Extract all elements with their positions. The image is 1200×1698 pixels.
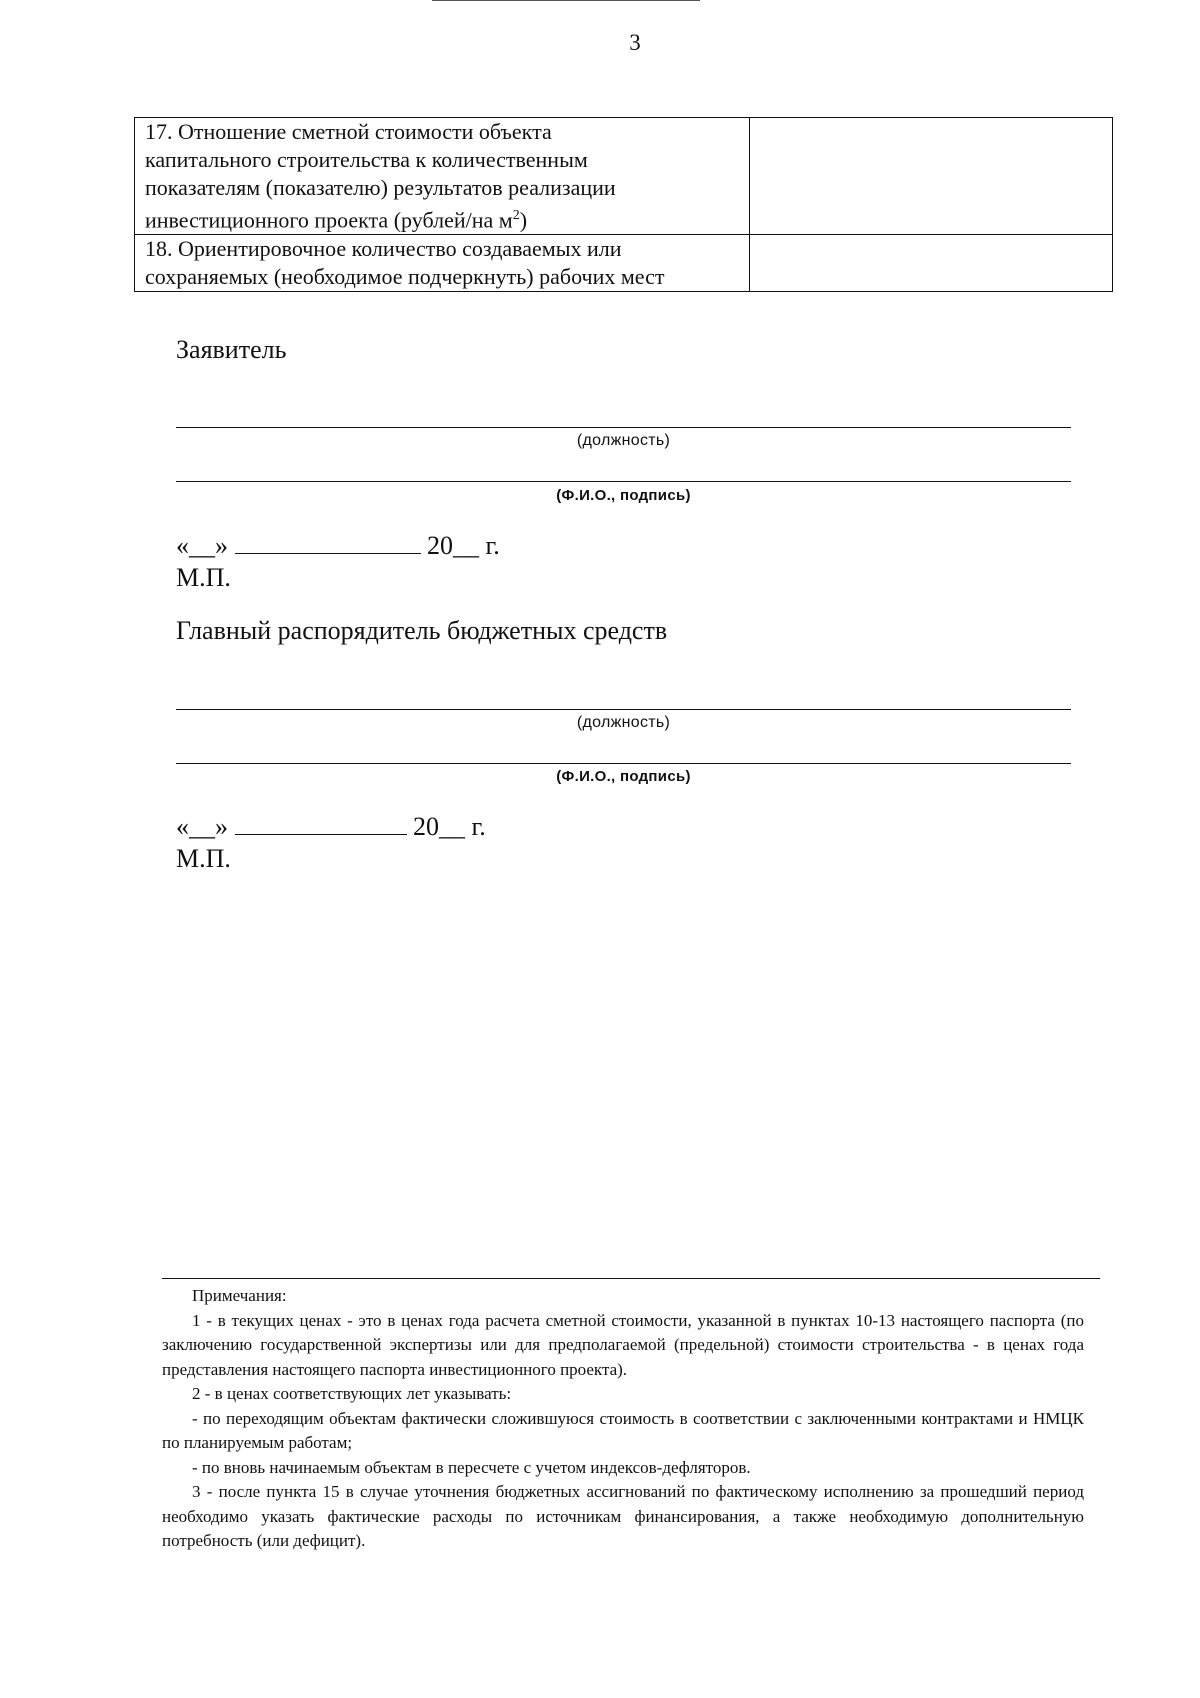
- manager-date-day[interactable]: «__»: [176, 812, 228, 841]
- manager-stamp: М.П.: [176, 844, 231, 873]
- note-item-4: - по вновь начинаемым объектам в пересчете с учетом индексов-дефляторов.: [192, 1457, 751, 1477]
- note-item-2: 2 - в ценах соответствующих лет указывать:: [192, 1384, 512, 1403]
- manager-date-row: [176, 812, 486, 842]
- manager-name-caption: (Ф.И.О., подпись): [556, 768, 691, 785]
- note-item-3: - по переходящим объектам фактически сложившуюся стоимость в соответствии с заключенными контрактами и НМЦК по планируемым работам;: [162, 1408, 1084, 1452]
- notes-divider: [162, 1278, 1100, 1279]
- row-17-line-4-text: инвестиционного проекта (рублей/на м: [145, 207, 513, 233]
- applicant-date-year[interactable]: 20__ г.: [427, 531, 500, 560]
- row-17-line-3: показателям (показателю) результатов реализации: [145, 175, 616, 200]
- row-18-label: [135, 235, 750, 292]
- applicant-name-line[interactable]: [176, 481, 1071, 482]
- applicant-position-line[interactable]: [176, 427, 1071, 428]
- table-row: [135, 118, 1113, 235]
- page-number: 3: [629, 30, 641, 55]
- applicant-date-row: [176, 531, 500, 561]
- row-17-line-2: капитального строительства к количественным: [145, 147, 588, 172]
- notes-section: [162, 1284, 1084, 1554]
- manager-name-line[interactable]: [176, 763, 1071, 764]
- row-17-label: [135, 118, 750, 235]
- applicant-date-day[interactable]: «__»: [176, 531, 228, 560]
- row-17-line-4-suffix: ): [519, 207, 528, 233]
- manager-position-line[interactable]: [176, 709, 1071, 710]
- applicant-name-caption: (Ф.И.О., подпись): [556, 487, 691, 504]
- table-row: [135, 235, 1113, 292]
- row-18-line-2: сохраняемых (необходимое подчеркнуть) рабочих мест: [145, 264, 665, 290]
- applicant-stamp: М.П.: [176, 563, 231, 592]
- row-17-value[interactable]: [749, 118, 1112, 235]
- passport-table: [134, 117, 1113, 292]
- note-item-1: 1 - в текущих ценах - это в ценах года расчета сметной стоимости, указанной в пунктах 10-13 настоящего паспорта (по заключению государственной экспертизы или для предполагаемой (предельной) стоимости строительства - в ценах года представления настоящего паспорта инвестиционного проекта).: [162, 1310, 1084, 1379]
- row-17-superscript: 2: [512, 208, 520, 223]
- row-17-line-1: 17. Отношение сметной стоимости объекта: [145, 119, 552, 144]
- applicant-heading: Заявитель: [176, 335, 287, 364]
- manager-date-year[interactable]: 20__ г.: [413, 812, 486, 841]
- top-edge-rule: [432, 0, 700, 1]
- manager-date-month-blank[interactable]: [235, 812, 407, 835]
- row-17-line-4: [145, 202, 749, 234]
- note-item-5: 3 - после пункта 15 в случае уточнения бюджетных ассигнований по фактическому исполнению за прошедший период необходимо указать фактические расходы по источникам финансирования, а также необходимую дополнительную потребность (или дефицит).: [162, 1482, 1084, 1550]
- applicant-date-month-blank[interactable]: [235, 531, 421, 554]
- notes-title: Примечания:: [192, 1286, 287, 1305]
- row-18-line-1: 18. Ориентировочное количество создаваемых или: [145, 236, 622, 262]
- manager-heading: Главный распорядитель бюджетных средств: [176, 616, 668, 645]
- row-18-value[interactable]: [749, 235, 1112, 292]
- manager-position-caption: (должность): [576, 714, 671, 731]
- applicant-position-caption: (должность): [576, 432, 671, 449]
